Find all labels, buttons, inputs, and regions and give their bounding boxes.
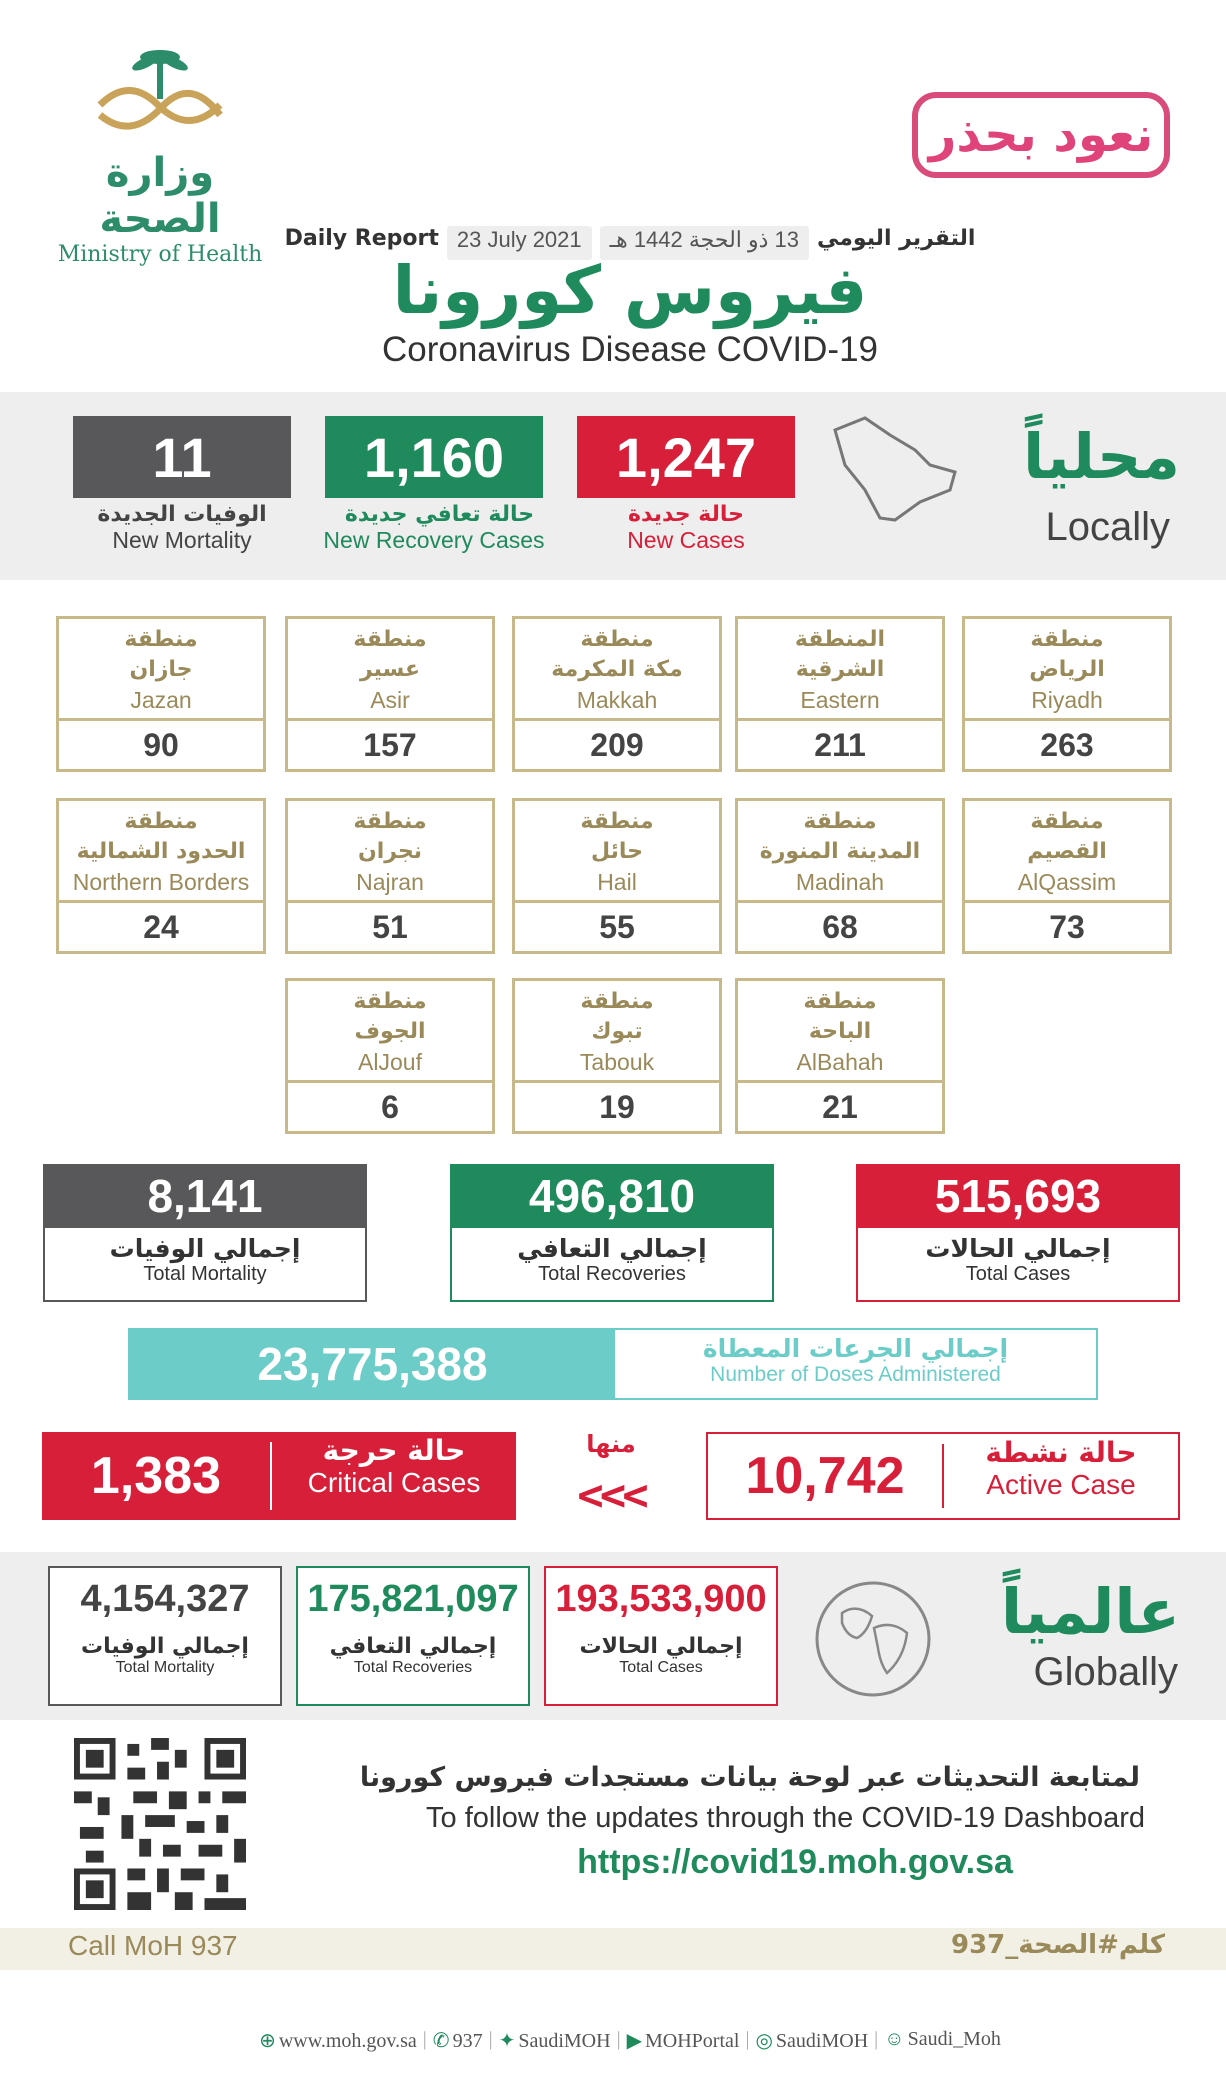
global-cases-value: 193,533,900 [555, 1578, 767, 1620]
region-name-en: Najran [356, 869, 424, 895]
youtube-link[interactable] [627, 2028, 740, 2053]
instagram-icon: ◎ [755, 2030, 773, 2052]
region-name-ar: القصيم [1027, 839, 1107, 864]
active-case-label-ar: حالة نشطة [985, 1436, 1137, 1469]
region-name-ar: عسير [359, 657, 421, 682]
region-name-ar: الحدود الشمالية [76, 839, 246, 864]
snapchat-link[interactable] [884, 2028, 1001, 2053]
qr-code-icon[interactable] [74, 1738, 246, 1910]
locally-label-en: Locally [1045, 505, 1170, 549]
new-recovery-value: 1,160 [325, 416, 543, 498]
snapchat-icon: ☺ [884, 2028, 905, 2050]
region-card [285, 798, 495, 954]
region-name-ar: مكة المكرمة [551, 657, 683, 682]
region-name-ar: الباحة [808, 1019, 872, 1044]
moh-name-ar: وزارة الصحة [99, 150, 221, 242]
new-cases-label-ar: حالة جديدة [628, 502, 744, 527]
global-mortality-card [48, 1566, 282, 1706]
region-name-en: Hail [597, 869, 637, 895]
critical-cases-label-ar: حالة حرجة [322, 1434, 466, 1467]
region-name-ar: نجران [357, 839, 423, 864]
separator: | [488, 2028, 493, 2050]
total-mortality-label-en: Total Mortality [143, 1263, 267, 1285]
of-them-label: منها [586, 1430, 636, 1458]
follow-text-en: To follow the updates through the COVID-19 Dashboard [426, 1802, 1145, 1834]
twitter-icon: ✦ [498, 2030, 516, 2052]
region-card [512, 798, 722, 954]
global-recoveries-label-ar: إجمالي التعافي [329, 1634, 497, 1659]
region-name-ar: المدينة المنورة [759, 839, 921, 864]
region-value: 51 [372, 908, 408, 945]
region-value: 263 [1040, 726, 1094, 763]
arrows-left-icon: <<< [577, 1470, 645, 1521]
doses-card [128, 1328, 1098, 1400]
global-cases-label-en: Total Cases [619, 1659, 703, 1676]
globe-icon [812, 1578, 934, 1700]
region-name-en: Tabouk [579, 1049, 655, 1075]
separator: | [616, 2028, 621, 2050]
new-cases-value: 1,247 [577, 416, 795, 498]
call-moh-ar: كلم#الصحة_937 [951, 1930, 1165, 1960]
total-mortality-label-ar: إجمالي الوفيات [109, 1234, 301, 1263]
region-value: 211 [814, 726, 866, 763]
region-prefix: منطقة [353, 809, 427, 834]
region-name-en: AlQassim [1017, 869, 1117, 895]
new-mortality-card [73, 416, 291, 554]
total-recoveries-label-ar: إجمالي التعافي [517, 1234, 707, 1263]
region-value: 6 [381, 1088, 399, 1125]
region-name-en: Asir [370, 687, 410, 713]
critical-cases-card [42, 1432, 516, 1520]
global-mortality-label-ar: إجمالي الوفيات [81, 1634, 249, 1659]
region-card [56, 616, 266, 772]
daily-report-ar: التقرير اليومي [817, 226, 976, 251]
new-recovery-label-ar: حالة تعافي جديدة [344, 502, 535, 527]
region-card [962, 798, 1172, 954]
global-mortality-value: 4,154,327 [80, 1578, 250, 1620]
region-prefix: منطقة [1030, 809, 1104, 834]
total-cases-label-en: Total Cases [965, 1263, 1071, 1285]
title-ar: فيروس كورونا [392, 252, 868, 329]
region-name-en: Riyadh [1031, 687, 1103, 713]
region-value: 157 [363, 726, 417, 763]
new-cases-label-en: New Cases [627, 527, 745, 553]
global-recoveries-card [296, 1566, 530, 1706]
region-name-ar: الجوف [354, 1019, 426, 1044]
region-card [735, 616, 945, 772]
total-cases-label-ar: إجمالي الحالات [925, 1234, 1111, 1263]
region-prefix: منطقة [1030, 627, 1104, 652]
new-mortality-label-ar: الوفيات الجديدة [97, 502, 267, 527]
phone-icon: ✆ [432, 2030, 450, 2052]
total-mortality-value: 8,141 [43, 1164, 367, 1228]
separator: | [874, 2028, 879, 2050]
region-prefix: منطقة [580, 989, 654, 1014]
critical-cases-label-en: Critical Cases [307, 1467, 481, 1498]
new-cases-card [577, 416, 795, 554]
youtube-text: MOHPortal [644, 2030, 740, 2052]
region-name-en: Northern Borders [72, 869, 250, 895]
region-name-en: Makkah [576, 687, 658, 713]
total-recoveries-card [450, 1164, 774, 1302]
saudi-map-icon [820, 410, 965, 530]
instagram-text: SaudiMOH [775, 2030, 869, 2052]
new-recovery-card [325, 416, 554, 554]
doses-value: 23,775,388 [130, 1330, 615, 1398]
region-name-ar: جازان [129, 657, 193, 682]
region-value: 209 [590, 726, 644, 763]
region-prefix: منطقة [124, 627, 198, 652]
global-cases-card [544, 1566, 778, 1706]
region-value: 24 [143, 908, 179, 945]
region-prefix: منطقة [353, 989, 427, 1014]
new-mortality-value: 11 [73, 416, 291, 498]
region-name-en: AlBahah [796, 1049, 884, 1075]
region-prefix: المنطقة [794, 627, 886, 652]
twitter-text: SaudiMOH [518, 2030, 611, 2052]
active-case-label-en: Active Case [986, 1469, 1136, 1500]
website-text: www.moh.gov.sa [278, 2030, 417, 2052]
region-name-en: Madinah [795, 869, 885, 895]
new-mortality-label-en: New Mortality [112, 527, 252, 553]
total-cases-card [856, 1164, 1180, 1302]
separator: | [422, 2028, 427, 2050]
region-prefix: منطقة [803, 809, 877, 834]
region-prefix: منطقة [580, 627, 654, 652]
phone-link[interactable] [433, 2028, 483, 2053]
total-mortality-card [43, 1164, 367, 1302]
campaign-logo [912, 92, 1170, 178]
dashboard-link[interactable]: https://covid19.moh.gov.sa [577, 1843, 1013, 1881]
region-card [285, 616, 495, 772]
region-card [285, 978, 495, 1134]
title-en: Coronavirus Disease COVID-19 [381, 330, 878, 369]
new-recovery-label-en: New Recovery Cases [323, 527, 545, 553]
active-case-card [706, 1432, 1180, 1520]
region-card [962, 616, 1172, 772]
globally-label-ar: عالمياً [1000, 1575, 1180, 1648]
palm-swords-emblem-icon [90, 45, 230, 140]
call-moh-en: Call MoH 937 [68, 1930, 238, 1961]
moh-name-en: Ministry of Health [57, 242, 263, 267]
region-card [56, 798, 266, 954]
total-recoveries-value: 496,810 [450, 1164, 774, 1228]
region-prefix: منطقة [580, 809, 654, 834]
active-case-value: 10,742 [708, 1444, 944, 1508]
region-value: 21 [822, 1088, 858, 1125]
region-value: 19 [599, 1088, 635, 1125]
region-value: 90 [143, 726, 179, 763]
region-name-en: Jazan [130, 687, 192, 713]
daily-report-en: Daily Report [284, 226, 439, 251]
region-name-ar: الرياض [1029, 657, 1105, 682]
total-cases-value: 515,693 [856, 1164, 1180, 1228]
region-name-en: Eastern [800, 687, 880, 713]
region-prefix: منطقة [803, 989, 877, 1014]
global-recoveries-label-en: Total Recoveries [353, 1659, 473, 1676]
critical-cases-value: 1,383 [42, 1442, 272, 1510]
moh-logo [55, 45, 265, 267]
website-link[interactable] [259, 2028, 417, 2053]
snapchat-text: Saudi_Moh [907, 2028, 1001, 2050]
global-cases-label-ar: إجمالي الحالات [579, 1634, 743, 1659]
doses-label-ar: إجمالي الجرعات المعطاة [702, 1334, 1009, 1363]
region-name-ar: حائل [590, 839, 643, 864]
region-card [735, 798, 945, 954]
region-value: 73 [1049, 908, 1085, 945]
locally-label-ar: محلياً [1023, 420, 1180, 493]
region-card [512, 616, 722, 772]
globally-label-en: Globally [1033, 1650, 1178, 1694]
region-prefix: منطقة [353, 627, 427, 652]
region-name-ar: تبوك [591, 1019, 643, 1044]
phone-text: 937 [452, 2030, 483, 2052]
youtube-icon: ▶ [626, 2030, 642, 2052]
footer-links [180, 2028, 1080, 2053]
total-recoveries-label-en: Total Recoveries [538, 1263, 686, 1285]
twitter-link[interactable] [499, 2028, 611, 2053]
region-value: 55 [599, 908, 635, 945]
global-mortality-label-en: Total Mortality [115, 1659, 215, 1676]
separator: | [745, 2028, 750, 2050]
doses-label-en: Number of Doses Administered [710, 1363, 1001, 1386]
region-card [512, 978, 722, 1134]
region-card [735, 978, 945, 1134]
campaign-text: نعود بحذر [928, 107, 1154, 163]
instagram-link[interactable] [755, 2028, 868, 2053]
region-name-en: AlJouf [358, 1049, 422, 1075]
globe-small-icon: ⊕ [259, 2030, 276, 2052]
date-hijri: 13 ذو الحجة 1442 هـ [600, 226, 809, 260]
region-prefix: منطقة [124, 809, 198, 834]
region-name-ar: الشرقية [795, 657, 885, 682]
date-gregorian: 23 July 2021 [447, 226, 592, 260]
global-recoveries-value: 175,821,097 [307, 1578, 519, 1620]
region-value: 68 [822, 908, 858, 945]
follow-text-ar: لمتابعة التحديثات عبر لوحة بيانات مستجدات فيروس كورونا [359, 1762, 1140, 1793]
